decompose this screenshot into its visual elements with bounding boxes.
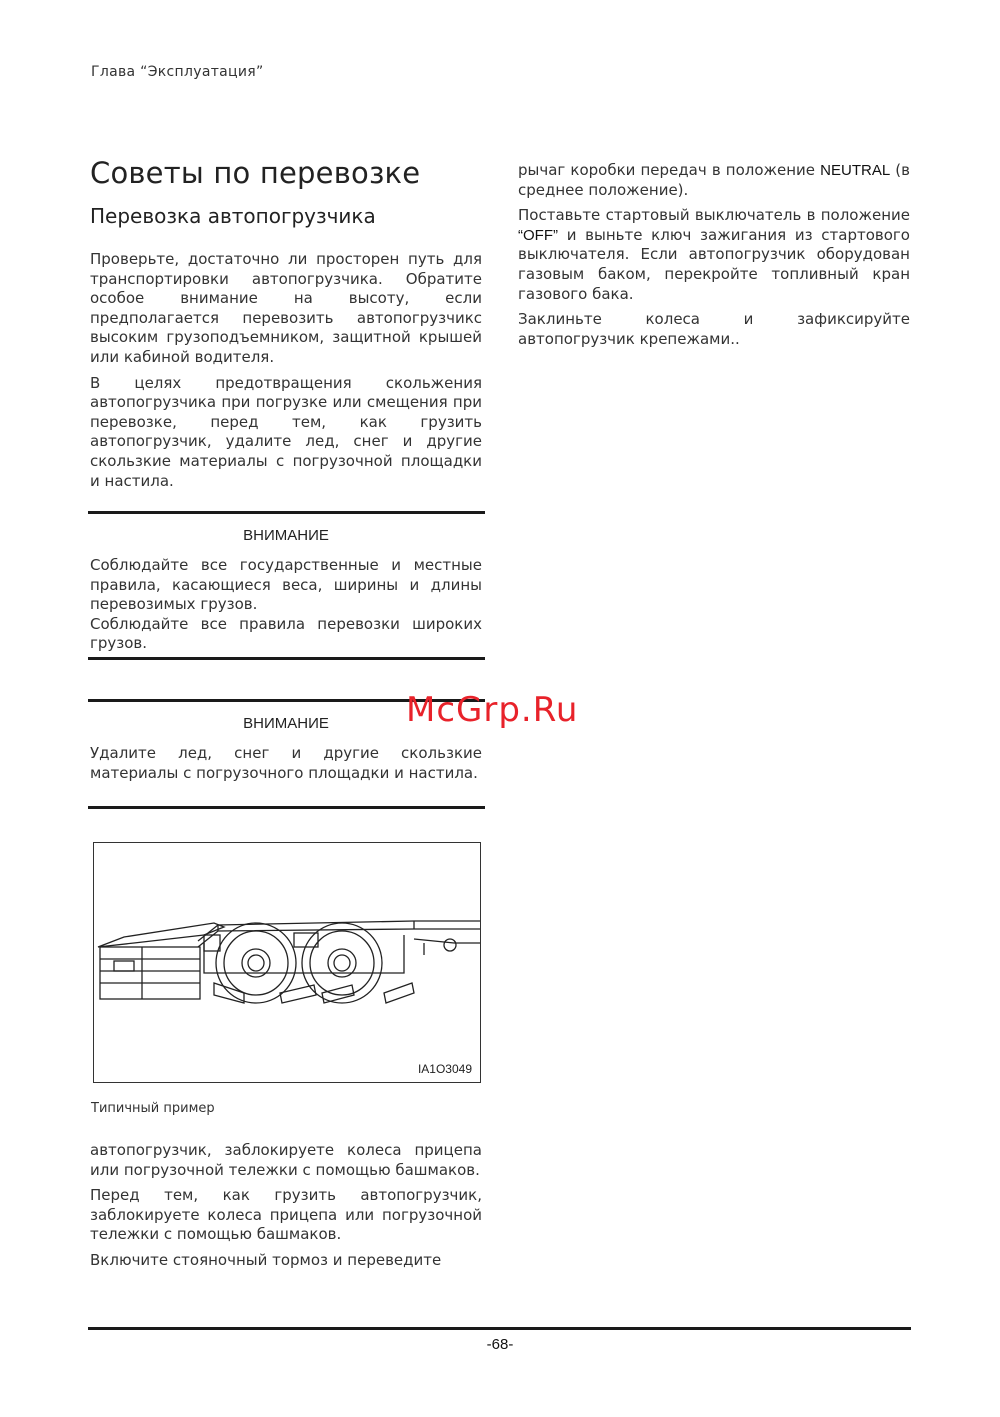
warning1-bottom-rule (88, 657, 485, 660)
warning1-line1: Соблюдайте все государственные и местные правила, касающиеся веса, ширины и длины перевозимых грузов. (90, 556, 482, 614)
paragraph-ignition (518, 206, 910, 304)
paragraph-wedge-wheels: Заклиньте колеса и зафиксируйте автопогрузчик крепежами.. (518, 310, 910, 348)
neutral-pre: рычаг коробки передач в положение (518, 161, 816, 179)
warning2-text: Удалите лед, снег и другие скользкие материалы с погрузочного площадки и настила. (90, 744, 482, 782)
neutral-keyword: NEUTRAL (820, 162, 891, 179)
warning1-top-rule (88, 511, 485, 514)
warning1-heading: ВНИМАНИЕ (243, 527, 329, 544)
paragraph-slip-prevention: В целях предотвращения скольжения автопогрузчика при погрузке или смещения при перевозке, перед тем, как грузить автопогрузчик, удалите лед, снег и другие скользкие материалы с погрузочной площадки и настила. (90, 373, 482, 490)
watermark: McGrp.Ru (406, 690, 579, 730)
right-column (518, 161, 910, 355)
warning2-heading: ВНИМАНИЕ (243, 715, 329, 732)
paragraph-route-check: Проверьте, достаточно ли просторен путь для транспортировки автопогрузчика. Обратите особое внимание на высоту, если предполагается перевозить автопогрузчикс высоким грузоподъемником, защитной крышей или кабиной водителя. (90, 250, 482, 366)
off-keyword: “OFF” (518, 226, 558, 244)
figure-code: IA1O3049 (417, 1062, 472, 1076)
warning1-body (90, 556, 482, 654)
warning2-bottom-rule (88, 806, 485, 809)
page-title: Советы по перевозке (90, 156, 421, 190)
ignition-post: и выньте ключ зажигания из стартового выключателя. Если автопогрузчик оборудован газовым баком, перекройте топливный кран газового бака. (518, 225, 910, 303)
chapter-header: Глава “Эксплуатация” (91, 64, 264, 80)
paragraph-parking-brake: Включите стояночный тормоз и переведите (90, 1250, 442, 1269)
ignition-pre: Поставьте стартовый выключатель в положение (518, 206, 910, 225)
paragraph-neutral (518, 161, 910, 200)
paragraph-chock-1: автопогрузчик, заблокируете колеса прицепа или погрузочной тележки с помощью башмаков. (90, 1141, 482, 1179)
warning1-line2: Соблюдайте все правила перевозки широких грузов. (90, 614, 482, 653)
trailer-illustration (94, 843, 480, 1082)
footer-rule (88, 1327, 911, 1330)
paragraph-chock-2: Перед тем, как грузить автопогрузчик, заблокируете колеса прицепа или погрузочной тележки с помощью башмаков. (90, 1186, 482, 1244)
section-subtitle: Перевозка автопогрузчика (90, 204, 376, 228)
page-number: -68- (486, 1336, 514, 1353)
trailer-figure (93, 842, 481, 1083)
warning2-body (90, 744, 482, 783)
intro-text (90, 250, 482, 497)
figure-caption: Типичный пример (91, 1101, 215, 1116)
chock-instructions (90, 1141, 482, 1277)
neutral-post: (в среднее положение). (518, 161, 910, 199)
